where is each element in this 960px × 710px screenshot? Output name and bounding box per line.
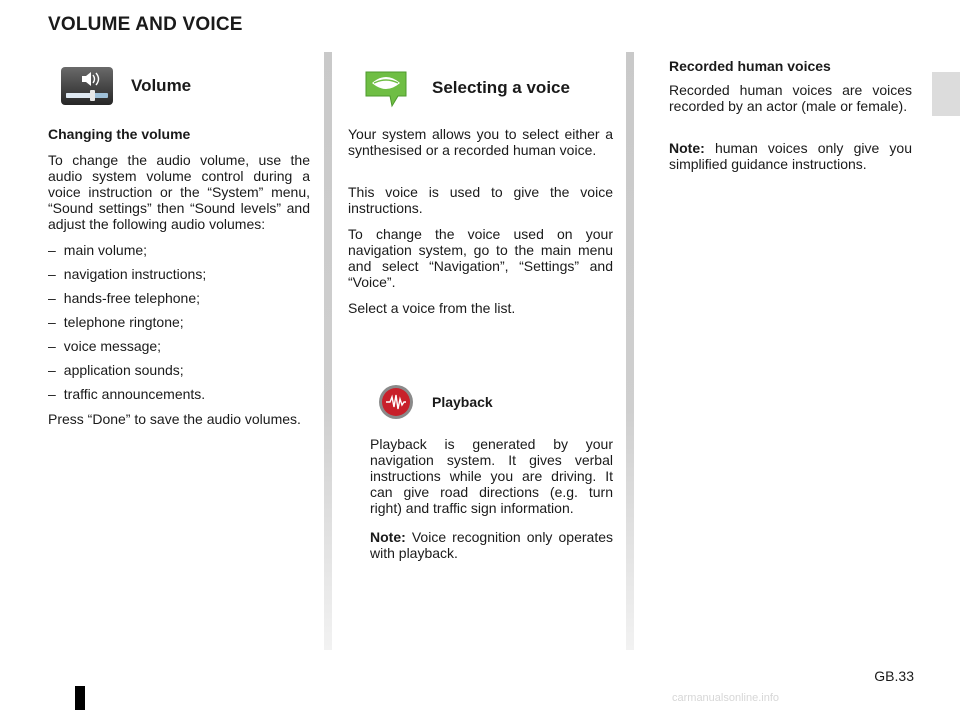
recorded-note (669, 140, 912, 172)
side-tab (932, 72, 960, 116)
page-number: GB.33 (874, 668, 914, 684)
note-text: human voices only give you simplified guidance instructions. (669, 140, 912, 172)
playback-note (370, 529, 613, 561)
list-item (48, 290, 200, 306)
list-text: hands-free telephone; (63, 290, 201, 306)
list-text: main volume; (63, 242, 148, 258)
volume-heading-row (60, 66, 191, 106)
list-text: application sounds; (63, 362, 184, 378)
list-item (48, 386, 205, 402)
voice-heading-row (362, 66, 570, 110)
corner-mark (75, 686, 85, 710)
voice-paragraph-1: Your system allows you to select either a synthesised or a recorded human voice. (348, 126, 613, 158)
volume-subheading: Changing the volume (48, 126, 191, 142)
voice-paragraph-3: To change the voice used on your navigation system, go to the main menu and select “Navigation”, “Settings” and “Voice”. (348, 226, 613, 290)
note-label: Note: (370, 529, 406, 545)
sound-wave-icon (378, 384, 414, 420)
speech-bubble-icon (362, 66, 410, 110)
voice-paragraph-2: This voice is used to give the voice instructions. (348, 184, 613, 216)
playback-heading-row (378, 384, 493, 420)
list-dash: – (48, 314, 56, 330)
list-text: telephone ringtone; (63, 314, 184, 330)
note-label: Note: (669, 140, 705, 156)
volume-outro: Press “Done” to save the audio volumes. (48, 411, 301, 427)
recorded-paragraph: Recorded human voices are voices recorded by an actor (male or female). (669, 82, 912, 114)
list-item (48, 338, 161, 354)
list-dash: – (48, 362, 56, 378)
list-text: navigation instructions; (63, 266, 207, 282)
list-item (48, 314, 184, 330)
note-text: Voice recognition only operates with playback. (370, 529, 613, 561)
list-dash: – (48, 290, 56, 306)
list-dash: – (48, 386, 56, 402)
playback-paragraph: Playback is generated by your navigation system. It gives verbal instructions while you are driving. It can give road directions (e.g. turn right) and traffic sign information. (370, 436, 613, 516)
list-dash: – (48, 266, 56, 282)
list-item (48, 362, 184, 378)
list-text: voice message; (63, 338, 162, 354)
list-dash: – (48, 242, 56, 258)
volume-intro: To change the audio volume, use the audio system volume control during a voice instruction or the “System” menu, “Sound settings” then “Sound levels” and adjust the following audio volumes: (48, 152, 310, 232)
list-item (48, 242, 147, 258)
page-title: VOLUME AND VOICE (48, 14, 243, 35)
recorded-heading: Recorded human voices (669, 58, 831, 74)
voice-heading: Selecting a voice (432, 78, 570, 97)
playback-heading: Playback (432, 394, 493, 410)
speaker-volume-icon (60, 66, 114, 106)
volume-heading: Volume (131, 76, 192, 95)
list-text: traffic announcements. (63, 386, 206, 402)
voice-paragraph-4: Select a voice from the list. (348, 300, 516, 316)
list-dash: – (48, 338, 56, 354)
column-divider-right (626, 52, 634, 650)
list-item (48, 266, 206, 282)
column-divider-left (324, 52, 332, 650)
watermark: carmanualsonline.info (672, 692, 780, 704)
